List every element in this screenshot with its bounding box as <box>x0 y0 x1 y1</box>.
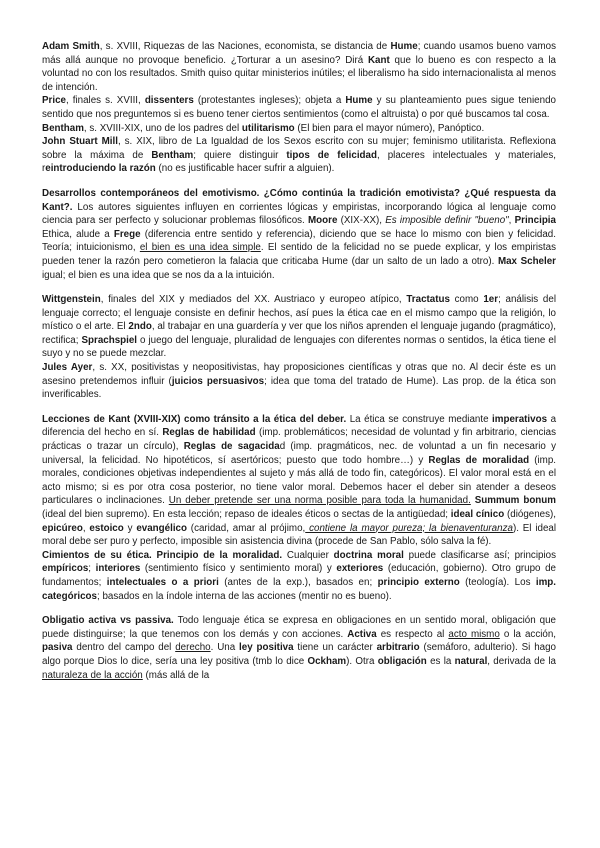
text-run: dissenters <box>144 95 194 107</box>
paragraph-kant-lessons <box>42 413 556 549</box>
text-run: a diferencia del hecho en sí. <box>42 413 557 439</box>
text-run: Tractatus <box>406 294 450 306</box>
text-run: Reglas de habilidad <box>162 427 256 439</box>
text-run: d (imp. pragmáticos, nec. de voluntad a un fin necesario y universal, la felicidad. No hipotéticos, sí asertóricos; puesto que todo hombre…) y <box>42 441 557 466</box>
paragraph-gap <box>42 282 556 293</box>
text-run: intelectuales o a priori <box>106 576 219 588</box>
text-run: ideal cínico <box>450 509 505 520</box>
text-run: , finales del XIX y mediados del XX. Austriaco y europeo atípico, <box>100 294 407 306</box>
paragraph-bentham <box>42 122 556 136</box>
text-run: o la acción, <box>499 628 557 640</box>
text-run: (El bien para el mayor número), Panóptico. <box>294 122 485 134</box>
text-run: Cimientos de su ética. Principio de la moralidad. <box>42 549 283 561</box>
text-run: Frege <box>113 228 141 240</box>
text-run: Reglas de sagacida <box>183 441 280 453</box>
paragraph-gap <box>42 402 556 413</box>
paragraph-ayer <box>42 361 556 402</box>
document-page <box>42 40 556 682</box>
text-run: el bien es una idea simple <box>139 242 261 254</box>
text-run: (caridad, amar al prójimo, <box>186 522 306 534</box>
text-run: , s. XX, positivistas y neopositivistas, hay proposiciones científicas y otras que no. Al decir éste es un asesino pretendemos influir ( <box>42 362 556 387</box>
text-run: , al trabajar en una guardería y ver que los niños aprenden el lenguaje jugando (pragmático), rectifica; <box>42 321 556 346</box>
text-run: 2ndo <box>128 321 152 333</box>
text-run: arbitrario <box>376 642 420 654</box>
text-run: tiene un carácter <box>293 642 377 654</box>
text-run: empíricos <box>42 563 89 575</box>
text-run: , s. XIX, libro de La Igualdad de los Sexos escrito con su mujer; feminismo utilitarista. Reflexiona sobre la máxima de <box>42 136 557 161</box>
text-run: Lecciones de Kant (XVIII-XIX) como tránsito a la ética del deber. <box>42 413 347 425</box>
text-run: es la <box>426 655 455 667</box>
text-run: Desarrollos contemporáneos del emotivismo. ¿Cómo continúa la tradición emotivista? ¿Qué respuesta da Kant?. <box>42 187 556 213</box>
text-run: . Una <box>210 642 240 654</box>
text-run: imp. categóricos <box>42 576 557 602</box>
paragraph-stuart-mill <box>42 135 556 176</box>
text-run: Adam Smith <box>42 41 100 52</box>
text-run: contiene la mayor pureza; la bienaventuranza <box>305 522 513 534</box>
paragraph-wittgenstein <box>42 293 556 361</box>
text-run: (ideal del bien supremo). En esta lección; repaso de ideales éticos o sectas de la antigüedad; <box>42 509 451 520</box>
text-run: Kant <box>367 54 390 66</box>
text-run: (diferencia entre sentido y referencia), diciendo que se hace lo mismo con bien y felicidad. Teoría; intuicionismo, <box>42 228 556 254</box>
text-run: puede clasificarse así; principios <box>403 549 556 561</box>
text-run: (imp. morales, condiciones objetivas independientes al sujeto y más allá de todo fin, categóricos). El valor moral está en el acto mismo; si es por otra cosa posterior, no tiene valor moral. Debemos hacer el deber sin atender a deseos particulares o inclinaciones. <box>42 454 556 507</box>
text-run: . El sentido de la felicidad no se puede explicar, y los empiristas pueden tener la razón pero cometieron la falacia que criticaba Hume (dar un salto de un lado a otro). <box>42 242 556 267</box>
text-run: imperativos <box>492 413 548 425</box>
text-run: , s. XVIII, Riquezas de las Naciones, economista, se distancia de <box>99 41 391 52</box>
text-run: , <box>82 522 90 534</box>
text-run: natural <box>454 655 488 667</box>
text-run: Un deber pretende ser una norma posible para toda la humanidad. <box>168 495 471 507</box>
text-run: eintroduciendo la razón <box>45 163 156 175</box>
text-run: como <box>449 294 484 306</box>
text-run: Todo lenguaje ética se expresa en obligaciones en un sentido moral, obligación que puede distinguirse; la que tenemos con los demás y con acciones. <box>42 615 557 640</box>
text-run: interiores <box>95 563 141 575</box>
text-run: Hume <box>390 41 418 52</box>
paragraph-foundations <box>42 549 556 603</box>
text-run: Summum bonum <box>474 495 556 507</box>
text-run: es respecto al <box>376 628 449 640</box>
text-run: igual; el bien es una idea que se nos da a la intuición. <box>42 269 275 281</box>
text-run: que lo bueno es con respecto a la voluntad no con los resultados. Smith quiso quitar ministerios inútiles; el liberalismo ha sido internacionalista al menos de intención. <box>42 54 557 93</box>
text-run: derecho <box>175 642 211 654</box>
paragraph-emotivism <box>42 187 556 282</box>
text-run: (sentimiento físico y sentimiento moral) y <box>140 563 337 575</box>
text-run: estoico <box>89 522 124 534</box>
paragraph-obligatio <box>42 614 556 682</box>
text-run: ). El ideal moral debe ser puro y perfecto, imposible sin asistencia divina (procede de San Pablo, sólo salva la fé). <box>42 522 557 548</box>
text-run: principio externo <box>377 576 460 588</box>
text-run: Obligatio activa vs passiva. <box>42 615 174 627</box>
text-run: Jules Ayer <box>42 362 93 374</box>
text-run: evangélico <box>136 522 187 534</box>
text-run: Price <box>42 95 66 107</box>
text-run: pasiva <box>42 642 73 654</box>
text-run: 1er <box>483 294 499 306</box>
text-run: epicúreo <box>42 522 83 534</box>
text-run: Los autores siguientes influyen en corrientes lógicas y empiristas, incorporando lógica al lenguaje como ciencia para ser perfecto y solucionar problemas filosóficos. <box>42 201 556 227</box>
paragraph-gap <box>42 176 556 187</box>
text-run: utilitarismo <box>241 122 295 134</box>
text-run: ; idea que toma del tratado de Hume). Las prop. de la ética son inverificables. <box>42 375 556 401</box>
text-run: (protestantes ingleses); objeta a <box>193 95 346 107</box>
text-run: Principia <box>514 215 556 227</box>
text-run: ; cuando usamos bueno vamos más allá aunque no provoque beneficio. ¿Torturar a un asesino? Dirá <box>42 41 556 66</box>
text-run: Bentham <box>42 122 84 134</box>
text-run: (antes de la exp.), basados en; <box>218 576 378 588</box>
text-run: (no es justificable hacer sufrir a alguien). <box>155 163 335 175</box>
text-run: juicios persuasivos <box>171 375 265 387</box>
text-run: Max Scheler <box>497 255 556 267</box>
text-run: ; análisis del lenguaje correcto; el lenguaje consiste en definir hechos, así pues la ética cae en el mismo campo que la religión, lo místico o el arte. El <box>42 294 556 333</box>
text-run: Es imposible definir "bueno" <box>385 215 509 227</box>
text-run: (imp. problemáticos; necesidad de voluntad y fin arbitrario, ciencias prácticas o trazar un círculo), <box>42 427 556 453</box>
text-run: ; basados en la índole interna de las acciones (mentir no es bueno). <box>97 590 392 602</box>
text-run: Ethica, alude a <box>42 228 114 240</box>
text-run: Wittgenstein <box>42 294 101 306</box>
paragraph-adam-smith <box>42 40 556 94</box>
text-run: obligación <box>377 655 427 667</box>
text-run: ley positiva <box>239 642 294 654</box>
text-run: Ockham <box>307 655 347 667</box>
text-run: Moore <box>308 215 338 227</box>
text-run: , derivada de la <box>487 655 556 667</box>
text-run: y <box>123 522 137 534</box>
text-run: ; <box>88 563 96 575</box>
text-run: (teología). Los <box>459 576 536 588</box>
text-run: La ética se construye mediante <box>346 413 493 425</box>
text-run: (semáforo, adulterio). Si hago algo porque Dios lo dice, sería una ley positiva (tmb lo dice <box>42 642 556 667</box>
text-run: Cualquier <box>282 549 334 561</box>
text-run: Bentham <box>151 149 194 161</box>
text-run: (más allá de la <box>142 669 210 681</box>
text-run: dentro del campo del <box>72 642 176 654</box>
text-run: (diógenes), <box>504 509 556 520</box>
paragraph-price <box>42 94 556 121</box>
text-run: Hume <box>345 95 373 107</box>
text-run: naturaleza de la acción <box>42 669 143 681</box>
text-run: ). Otra <box>346 655 378 667</box>
text-run: tipos de felicidad <box>286 149 377 161</box>
text-run: , placeres intelectuales y materiales, r <box>42 149 556 175</box>
text-run: ; quiere distinguir <box>193 149 287 161</box>
text-run: y su planteamiento pues sigue teniendo sentido que nos preguntemos si es bueno tener ciertos sentimientos (como el altruista) o por qué buscamos tal cosa. <box>42 95 556 120</box>
text-run: Reglas de moralidad <box>428 454 530 466</box>
text-run: o juego del lenguaje, pluralidad de lenguajes con diferentes normas o sentidos, la ética tiene el suyo y no se puede mezclar. <box>42 334 556 360</box>
text-run: (educación, gobierno). Otro grupo de fundamentos; <box>42 563 556 588</box>
text-run: doctrina moral <box>333 549 404 561</box>
text-run: , <box>508 215 515 227</box>
text-run: , finales s. XVIII, <box>65 95 145 107</box>
text-run: acto mismo <box>448 628 500 640</box>
text-run: Sprachspiel <box>81 334 138 346</box>
text-run: exteriores <box>336 563 384 575</box>
paragraph-gap <box>42 603 556 614</box>
text-run: (XIX-XX), <box>337 215 386 227</box>
text-run: Activa <box>347 628 377 640</box>
text-run: , s. XVIII-XIX, uno de los padres del <box>83 122 242 134</box>
text-run: John Stuart Mill <box>42 136 118 148</box>
